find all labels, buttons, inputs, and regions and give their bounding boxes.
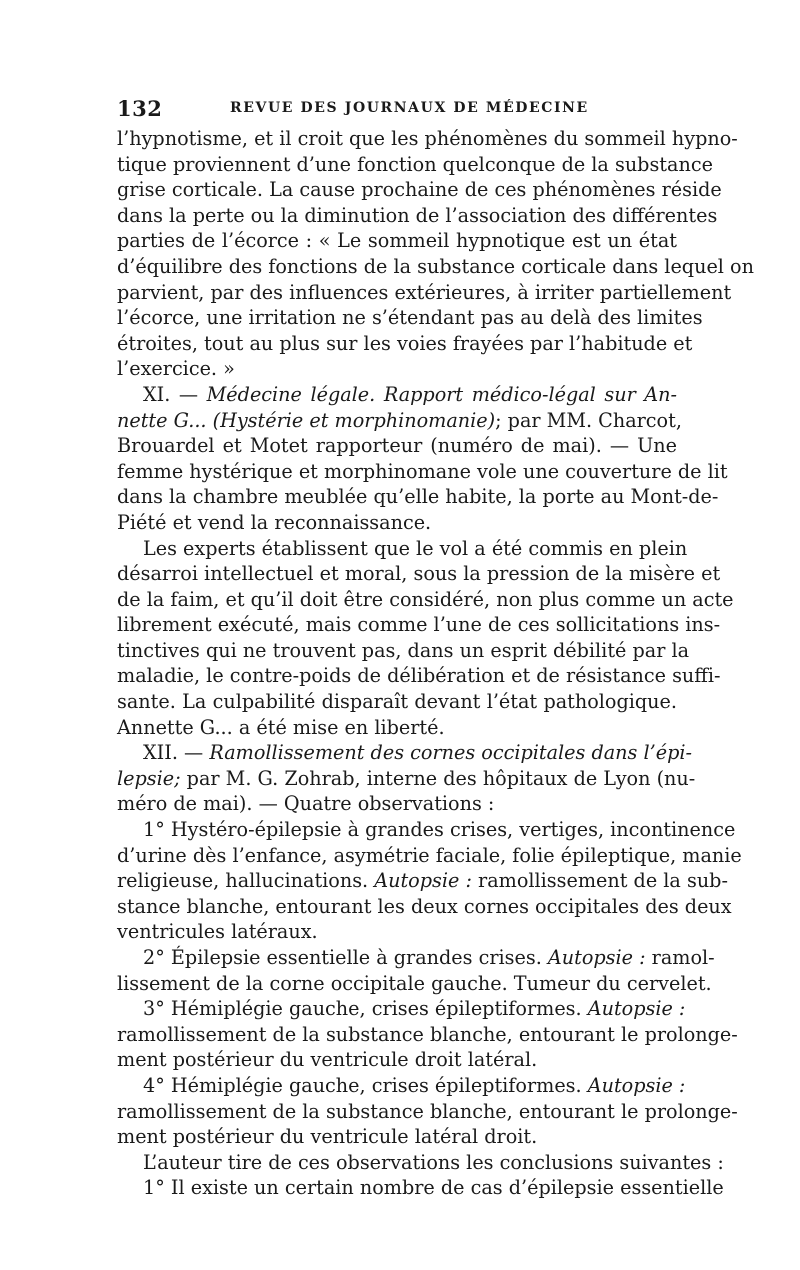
text-line (117, 894, 732, 920)
text-span: l’écorce, une irritation ne s’étendant pas au delà des limites (117, 306, 703, 330)
text-line (117, 791, 677, 817)
text-span: parties de l’écorce : « Le sommeil hypnotique est un état (117, 229, 677, 253)
text-span: XI. — (143, 382, 207, 406)
italic-text: Autopsie : (587, 997, 686, 1021)
text-span: ; par MM. Charcot, (495, 408, 682, 432)
text-line (117, 1047, 677, 1073)
text-span: ramollissement de la substance blanche, entourant le prolonge- (117, 1022, 738, 1046)
text-span: l’exercice. » (117, 357, 235, 381)
text-line (117, 971, 712, 997)
text-span: ramol- (645, 946, 715, 969)
text-line (117, 996, 686, 1022)
text-line (117, 382, 677, 408)
italic-text: Autopsie : (587, 1073, 686, 1097)
text-span: de la faim, et qu’il doit être considéré, non plus comme un acte (117, 587, 734, 611)
text-line (117, 868, 728, 894)
text-line (117, 919, 677, 945)
text-line (117, 1175, 724, 1201)
text-line (117, 663, 721, 689)
text-line (117, 817, 736, 843)
text-line (117, 280, 732, 306)
text-line (117, 177, 722, 203)
text-line (117, 305, 703, 331)
italic-text: Ramollissement des cornes occipitales dans l’épi- (209, 741, 692, 765)
text-span: 3° Hémiplégie gauche, crises épileptiformes. (143, 997, 588, 1021)
text-line (117, 612, 721, 638)
text-line (117, 484, 719, 510)
text-line (117, 510, 677, 536)
text-span: ment postérieur du ventricule latéral droit. (117, 1125, 538, 1149)
text-span: dans la perte ou la diminution de l’association des différentes (117, 203, 718, 227)
text-line (117, 689, 677, 715)
body-text (117, 126, 754, 1201)
text-span: tinctives qui ne trouvent pas, dans un esprit débilité par la (117, 638, 690, 662)
text-span: maladie, le contre-poids de délibération et de résistance suffi- (117, 664, 721, 688)
text-span: XII. — (143, 741, 210, 765)
running-head: REVUE DES JOURNAUX DE MÉDECINE (230, 100, 589, 116)
italic-text: Médecine légale. Rapport médico-légal sur An- (206, 382, 677, 406)
text-line (117, 433, 677, 459)
text-span: étroites, tout au plus sur les voies frayées par l’habitude et (117, 331, 693, 355)
text-span: par M. G. Zohrab, interne des hôpitaux de Lyon (nu- (180, 766, 696, 790)
text-line (117, 152, 713, 178)
text-span: 4° Hémiplégie gauche, crises épileptiformes. (143, 1073, 588, 1097)
text-line (117, 203, 718, 229)
text-line (117, 1099, 738, 1125)
text-span: ment postérieur du ventricule droit latéral. (117, 1048, 538, 1072)
page-header (117, 96, 677, 120)
text-span: Brouardel et Motet rapporteur (numéro de mai). — Une (117, 434, 677, 458)
text-span: Annette G... a été mise en liberté. (117, 715, 445, 739)
text-line (117, 408, 682, 434)
text-span: L’auteur tire de ces observations les conclusions suivantes : (143, 1150, 724, 1174)
text-line (117, 561, 721, 587)
italic-text: nette G... (Hystérie et morphinomanie) (117, 408, 496, 432)
italic-text: lepsie; (117, 766, 181, 790)
text-line (117, 356, 677, 382)
text-span: dans la chambre meublée qu’elle habite, la porte au Mont-de- (117, 485, 719, 509)
page-number: 132 (117, 96, 163, 121)
text-span: d’équilibre des fonctions de la substance corticale dans lequel on (117, 254, 754, 278)
text-span: Piété et vend la reconnaissance. (117, 510, 432, 534)
text-line (117, 1073, 686, 1099)
text-span: 1° Il existe un certain nombre de cas d’épilepsie essentielle (143, 1176, 724, 1200)
text-line (117, 843, 742, 869)
text-line (117, 587, 734, 613)
text-span: librement exécuté, mais comme l’une de ces sollicitations ins- (117, 613, 721, 637)
text-line (117, 766, 696, 792)
text-span: religieuse, hallucinations. (117, 869, 375, 893)
text-line (117, 331, 693, 357)
text-line (117, 254, 754, 280)
text-line (117, 1150, 724, 1176)
text-span: 1° Hystéro-épilepsie à grandes crises, vertiges, incontinence (143, 818, 736, 842)
text-line (117, 1022, 738, 1048)
text-line (117, 459, 728, 485)
text-span: 2° Épilepsie essentielle à grandes crises. (143, 946, 548, 969)
text-span: tique proviennent d’une fonction quelconque de la substance (117, 152, 713, 176)
text-span: d’urine dès l’enfance, asymétrie faciale, folie épileptique, manie (117, 843, 742, 867)
text-span: méro de mai). — Quatre observations : (117, 792, 495, 816)
text-line (117, 740, 692, 766)
italic-text: Autopsie : (547, 946, 646, 969)
text-line (117, 1124, 677, 1150)
text-span: ventricules latéraux. (117, 920, 318, 944)
text-line (117, 126, 738, 152)
text-span: grise corticale. La cause prochaine de ces phénomènes réside (117, 178, 722, 202)
text-span: lissement de la corne occipitale gauche. Tumeur du cervelet. (117, 971, 712, 995)
text-span: parvient, par des influences extérieures, à irriter partiellement (117, 280, 732, 304)
text-span: l’hypnotisme, et il croit que les phénomènes du sommeil hypno- (117, 127, 738, 150)
text-span: désarroi intellectuel et moral, sous la pression de la misère et (117, 562, 721, 586)
italic-text: Autopsie : (374, 869, 472, 893)
text-span: stance blanche, entourant les deux cornes occipitales des deux (117, 894, 732, 918)
text-span: Les experts établissent que le vol a été commis en plein (143, 536, 688, 560)
text-span: ramollissement de la substance blanche, entourant le prolonge- (117, 1099, 738, 1123)
text-line (117, 228, 677, 254)
text-line (117, 945, 715, 971)
text-line (117, 536, 688, 562)
text-line (117, 715, 677, 741)
text-line (117, 638, 690, 664)
text-span: sante. La culpabilité disparaît devant l’état pathologique. (117, 690, 677, 714)
text-span: ramollissement de la sub- (471, 869, 728, 893)
text-span: femme hystérique et morphinomane vole une couverture de lit (117, 459, 728, 483)
